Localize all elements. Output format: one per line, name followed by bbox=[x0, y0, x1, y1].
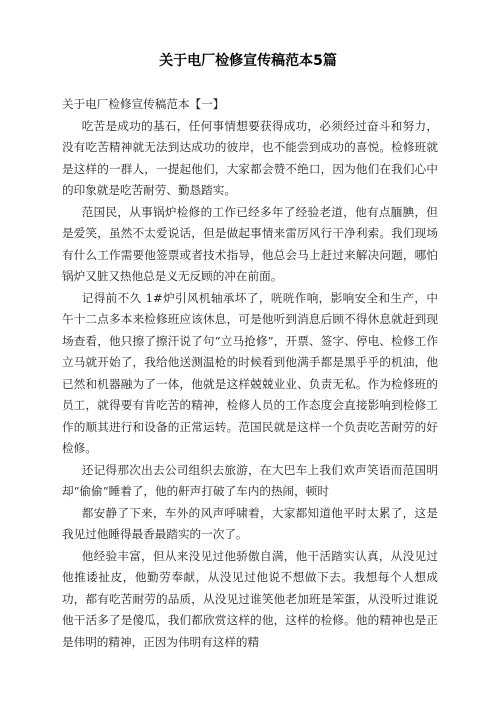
paragraph: 范国民，从事锅炉检修的工作已经多年了经验老道，他有点腼腆，但是爱笑，虽然不太爱说话，但是做起事情来雷厉风行干净利索。我们现场有什么工作需要他签票或者技术指导，他总会马上赶过来解决问题，哪怕锅炉又脏又热他总是义无反顾的冲在前面。 bbox=[62, 204, 438, 283]
paragraph: 记得前不久 1#炉引风机轴承坏了，咣咣作响，影响安全和生产，中午十二点多本来检修班应该休息，可是他听到消息后顾不得休息就赶到现场查看，他只擦了擦汗说了句“立马抢修”，开票、签字、停电、检修工作立马就开始了，我给他送测温枪的时候看到他满手都是黑乎乎的机油，他已然和机器融为了一体，他就是这样兢兢业业、负责无私。作为检修班的员工，就得要有肯吃苦的精神，检修人员的工作态度会直接影响到检修工作的顺其进行和设备的正常运转。范国民就是这样一个负责吃苦耐劳的好检修。 bbox=[62, 290, 438, 455]
document-body bbox=[62, 94, 438, 653]
paragraph: 还记得那次出去公司组织去旅游，在大巴车上我们欢声笑语而范国明却“偷偷”睡着了，他的鼾声打破了车内的热闹，顿时 bbox=[62, 462, 438, 498]
paragraph: 他经验丰富，但从来没见过他骄傲自满，他干活踏实认真，从没见过他推诿扯皮，他勤劳奉献，从没见过他说不想做下去。我想每个人想成功，都有吃苦耐劳的品质，从没见过谁笑他老加班是笨蛋，从没听过谁说他干活多了是傻瓜，我们都欣赏这样的他，这样的检修。他的精神也是正是伟明的精神，正因为伟明有这样的精 bbox=[62, 548, 438, 649]
section-heading: 关于电厂检修宣传稿范本【一】 bbox=[62, 97, 225, 111]
paragraph: 吃苦是成功的基石，任何事情想要获得成功，必须经过奋斗和努力，没有吃苦精神就无法到达成功的彼岸，也不能尝到成功的喜悦。检修班就是这样的一群人，一提起他们，大家都会赞不绝口，因为他们在我们心中的印象就是吃苦耐劳、勤恳踏实。 bbox=[62, 118, 438, 197]
document-title: 关于电厂检修宣传稿范本5篇 bbox=[159, 53, 337, 69]
paragraph: 都安静了下来，车外的风声呼啸着，大家都知道他平时太累了，这是我见过他睡得最香最踏实的一次了。 bbox=[62, 505, 438, 541]
